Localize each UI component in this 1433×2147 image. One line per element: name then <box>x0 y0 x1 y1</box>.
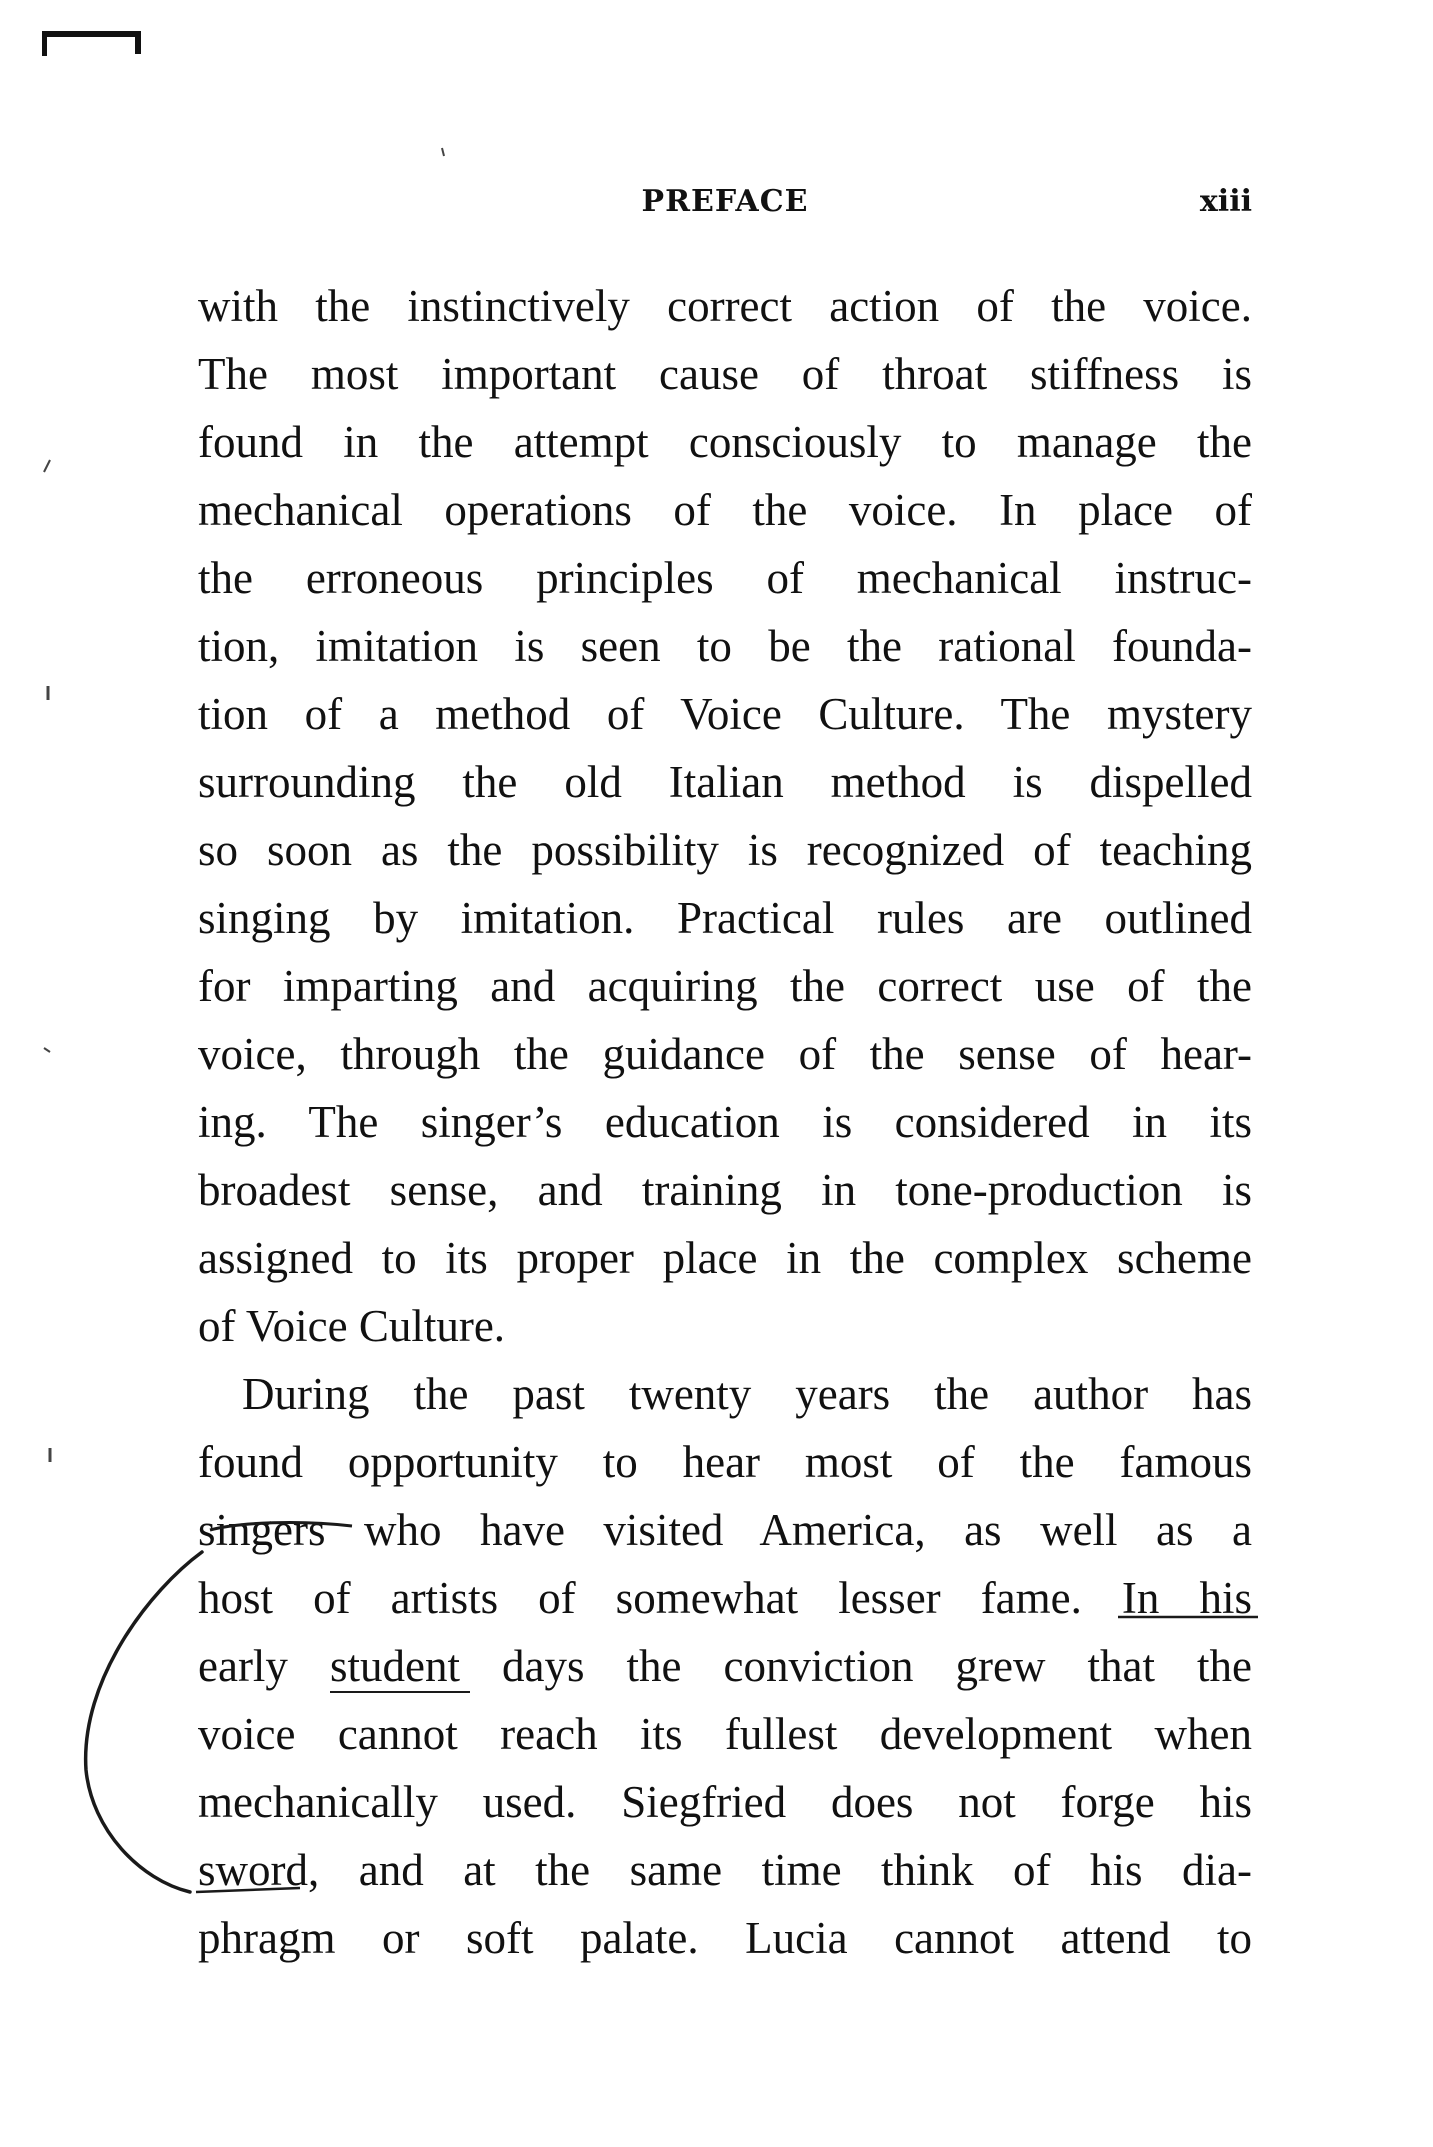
text-line: with the instinctively correct action of the voice. <box>198 281 1252 331</box>
margin-tick-mark <box>44 1048 50 1052</box>
running-title: PREFACE <box>641 184 809 219</box>
text-line: mechanically used. Siegfried does not forge his <box>198 1777 1252 1827</box>
text-line: the erroneous principles of mechanical instruc- <box>198 553 1252 603</box>
text-line: phragm or soft palate. Lucia cannot attend to <box>198 1913 1252 1963</box>
margin-tick-mark <box>44 460 50 472</box>
text-line: tion, imitation is seen to be the rational founda- <box>198 621 1252 671</box>
text-line: sword, and at the same time think of his dia- <box>198 1845 1252 1895</box>
text-line: singers who have visited America, as well as a <box>198 1505 1252 1555</box>
text-line: early student days the conviction grew that the <box>198 1641 1252 1691</box>
text-line: assigned to its proper place in the complex scheme <box>198 1233 1252 1283</box>
text-line: singing by imitation. Practical rules are outlined <box>198 893 1252 943</box>
paragraph-1 <box>198 272 1252 1360</box>
text-line: voice cannot reach its fullest development when <box>198 1709 1252 1759</box>
text-line: for imparting and acquiring the correct use of the <box>198 961 1252 1011</box>
page-number: xiii <box>1199 184 1252 219</box>
text-line: The most important cause of throat stiffness is <box>198 349 1252 399</box>
text-line: tion of a method of Voice Culture. The mystery <box>198 689 1252 739</box>
page-corner-mark <box>42 30 142 58</box>
text-line: so soon as the possibility is recognized of teaching <box>198 825 1252 875</box>
text-line: voice, through the guidance of the sense of hear- <box>198 1029 1252 1079</box>
text-line: found in the attempt consciously to manage the <box>198 417 1252 467</box>
text-line: During the past twenty years the author has <box>242 1369 1252 1419</box>
text-line: surrounding the old Italian method is dispelled <box>198 757 1252 807</box>
margin-tick-mark <box>442 148 444 156</box>
text-line: of Voice Culture. <box>198 1301 506 1351</box>
text-line: host of artists of somewhat lesser fame. In his <box>198 1573 1252 1623</box>
margin-bracket-mark <box>86 1552 202 1892</box>
running-head <box>198 184 1252 234</box>
text-line: ing. The singer’s education is considered in its <box>198 1097 1252 1147</box>
paragraph-2 <box>198 1360 1252 1972</box>
text-line: found opportunity to hear most of the famous <box>198 1437 1252 1487</box>
body-text <box>198 272 1252 1972</box>
text-line: broadest sense, and training in tone-production is <box>198 1165 1252 1215</box>
text-line: mechanical operations of the voice. In place of <box>198 485 1252 535</box>
